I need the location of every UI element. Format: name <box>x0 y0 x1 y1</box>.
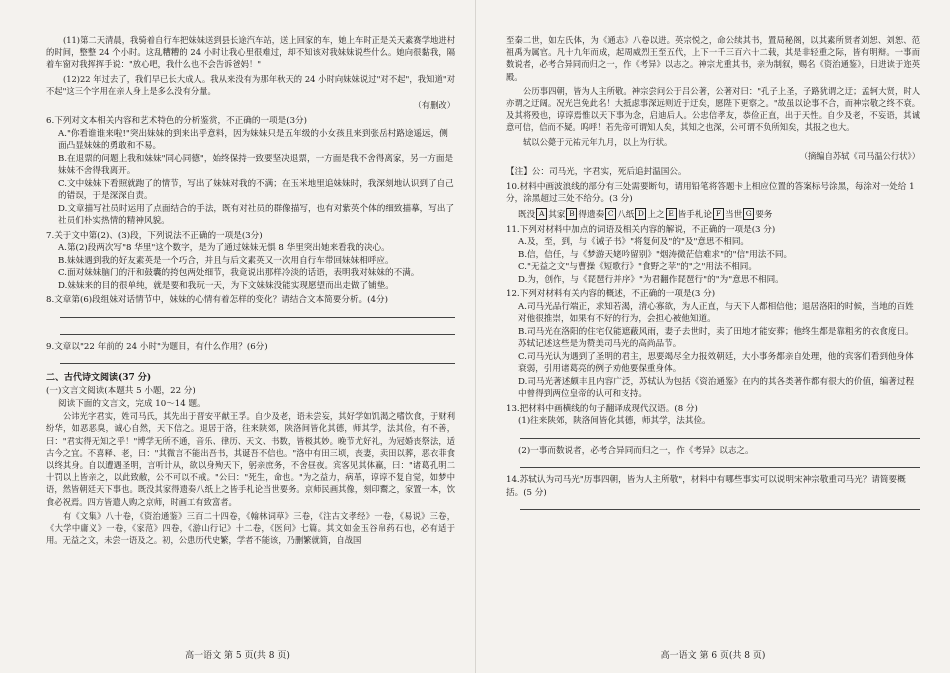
question-10 <box>506 181 920 222</box>
q10-mark-box[interactable]: C <box>605 208 616 220</box>
q11-option-c: C."无益之文"与曹操《短歌行》"食野之苹"的"之"用法不相同。 <box>518 262 757 273</box>
q6-option-c: C.文中妹妹下看照就跑了的情节，写出了妹妹对我的不满；在玉米地里追妹妹时，我深刻地认识到了自己的错误，于是深深自责。 <box>58 178 454 202</box>
classical-para-2: 有《文集》八十卷，《资治通鉴》三百二十四卷，《翰林词草》三卷，《注古文孝经》一卷，《易说》三卷，《大学中庸义》一卷，《家范》四卷，《游山行记》十二卷，《医问》七篇。其文如金玉谷帛药石也，必有适于用。无益之文，未尝一语及之。初，公患历代史繁，学者不能该，乃删繁就简，自战国 <box>46 510 455 546</box>
q10-mark-box[interactable]: A <box>536 208 547 220</box>
q9-stem: 9.文章以"22 年前的 24 小时"为题目，有什么作用？(6分) <box>46 341 268 352</box>
q6-option-d: D.文章描写社员时运用了点面结合的手法，既有对社员的群像描写，也有对紫英个体的细致描摹，写出了社员们朴实热情的精神风貌。 <box>58 203 455 227</box>
page-6 <box>476 0 950 673</box>
q12-option-d: D.司马光著述颇丰且内容广泛，苏轼认为包括《资治通鉴》在内的其各类著作都有很大的价值，编著过程中曾得到两位皇帝的认可和支持。 <box>518 376 915 400</box>
q6-option-b: B.在退票的问题上我和妹妹"同心同德"，始终保持一致要坚决退票，一方面是我不舍得离家，另一方面是妹妹不舍得我离开。 <box>58 153 454 177</box>
q12-option-a: A.司马光品行端正，求知若渴，清心寡欲，为人正直，与天下人都相信他；退居洛阳的时候，当地的百姓对他很推崇，如果有不好的行为，会担心被他知道。 <box>518 301 914 325</box>
reading-source: （有删改） <box>413 100 455 111</box>
q10-stem: 10.材料中画波浪线的部分有三处需要断句，请用铅笔将答题卡上相应位置的答案标号涂黑，每涂对一处给 1 分，涂黑超过三处不给分。(3 分) <box>506 181 915 205</box>
answer-line[interactable] <box>60 353 455 364</box>
q7-option-a: A.第(2)段两次写"8 华里"这个数字，是为了通过妹妹无惧 8 华里突出她来看我的决心。 <box>58 243 390 254</box>
q13-stem: 13.把材料中画横线的句子翻译成现代汉语。(8 分) <box>506 403 698 414</box>
q10-segment-text: 既没 <box>518 209 536 220</box>
question-6 <box>46 115 455 228</box>
answer-line[interactable] <box>520 499 920 510</box>
instruction: 阅读下面的文言文，完成 10～14 题。 <box>58 399 206 410</box>
subsection-heading: (一)文言文阅读(本题共 5 小题，22 分) <box>46 386 196 397</box>
q11-option-d: D.为，创作，与《琵琶行并序》"为君翻作琵琶行"的"为"意思不相同。 <box>518 274 784 285</box>
q10-segment-text: 当世 <box>725 209 743 220</box>
classical-source: （摘编自苏轼《司马温公行状》） <box>799 150 920 161</box>
q12-stem: 12.下列对材料有关内容的概述，不正确的一项是(3 分) <box>506 289 716 300</box>
question-13 <box>506 403 920 469</box>
classical-para-4: 公历事四朝，皆为人主所敬。神宗尝问公于吕公著，公著对曰："孔子上圣，子路犹谓之迂；孟轲大贤，时人亦谓之迂阔。况光岂免此名！大抵虑事深远则近于迂矣，愿陛下更察之。"故虽以论事不合，而神宗敬之终不衰。及其将殁也，谆谆焉惟以天下事为念，启迪后人。公忠信孝友，恭俭正直，出于天性。自少及老，不妄语，其诚意可信，信而不疑。呜呼！若先帝可谓知人矣，其知之也深，公可谓不负所知矣，其报之也大。 <box>506 85 920 133</box>
classical-note: 【注】公：司马光，字君实，死后追封温国公。 <box>506 167 687 178</box>
classical-para-1: 公讳光字君实，姓司马氏，其先出于晋安平献王孚。自少及老，语未尝妄，其好学如饥渴之嗜饮食，于财利纷华，如恶恶臭，诚心自然，天下信之。退居于洛，往来陕郊，陕洛间皆化其德，师其学，法其俭，有不善，曰："君实得无知之乎！"博学无所不通，音乐、律历、天文、书数，皆极其妙。晚节尤好礼，为冠婚丧祭法，适古今之宜。不喜释、老，曰："其微言不能出吾书，其诞吾不信也。"洛中有田三顷，丧妻，卖田以葬，恶衣菲食以终其身。自以遭遇圣明，言听计从，欲以身殉天下，躬亲庶务，不舍昼夜。宾客见其体羸，曰："诸葛孔明二十罚以上皆亲之，以此致敝，公不可以不戒。"公曰："死生，命也。"为之益力，病革，谆谆不复自觉，如梦中语，然皆朝廷天下事也。既没其家得遗奏八纸上之皆手札论当世要务。京师民画其像，刻印鬻之，家置一本，饮食必祝焉。四方皆遣人购之京师，时画工有致富者。 <box>46 411 455 507</box>
question-7 <box>46 230 455 293</box>
reading-para-11: (11)第二天清晨，我骑着自行车把妹妹送到县长途汽车站，送上回家的车，她上车时正是关天素赛学地进村的时间，整整 24 个小时。这乱糟糟的 24 小时让我心里很难过，却不知该对我妹妹说些什么。她向很黏我，隔着车窗对我挥挥手说："放心吧，我什么也不会告诉爸妈！" <box>46 35 455 70</box>
q10-mark-box[interactable]: D <box>635 208 646 220</box>
q10-segment-row <box>518 208 920 222</box>
q11-stem: 11.下列对材料中加点的词语及相关内容的解说，不正确的一项是(3 分) <box>506 224 776 235</box>
q10-mark-box[interactable]: G <box>743 208 754 220</box>
q10-mark-box[interactable]: B <box>566 208 577 220</box>
q10-segment-text: 上之 <box>647 209 665 220</box>
section-heading: 二、古代诗文阅读(37 分) <box>46 373 152 384</box>
q10-segment-text: 得遗奏 <box>578 209 605 220</box>
classical-para-3: 至秦二世，如左氏体，为《通志》八卷以进。英宗悦之，命公续其书，置局秘阁，以其素所贤者刘恕、刘恕、范祖禹为属官。凡十九年而成，起周威烈王至五代，上下一千三百六十二载，其是非轻重之际，皆有明辩。一事而数说者，必考合异同而归之一，作《考异》以志之。神宗尤重其书，亲为制叙，赐名《资治通鉴》，日进读于迩英殿。 <box>506 35 920 82</box>
q11-option-a: A.及，至，到，与《诫子书》"将复何及"的"及"意思不相同。 <box>518 237 750 248</box>
question-12 <box>506 288 920 401</box>
q7-option-d: D.妹妹来的目的很单纯，就是要和我玩一天，为下文妹妹没能实现愿望而出走做了铺垫。 <box>58 280 394 291</box>
q8-stem: 8.文章第(6)段组妹对话情节中，妹妹的心情有着怎样的变化？请结合文本简要分析。(4分) <box>46 295 388 306</box>
q13-sentence-1: (1)往来陕郊，陕洛间皆化其德，师其学，法其俭。 <box>518 416 711 427</box>
classical-para-5: 轼以公薨于元祐元年九月，以上为行状。 <box>523 136 673 147</box>
page-footer: 高一语文 第 6 页(共 8 页) <box>660 651 766 661</box>
answer-line[interactable] <box>520 428 920 439</box>
q13-sentence-2: (2)一事而数说者，必考合异同而归之一，作《考异》以志之。 <box>518 445 754 456</box>
q10-mark-box[interactable]: E <box>666 208 677 220</box>
q7-option-b: B.妹妹遇到我的好友素英是一个巧合，并且与后文素英又一次用自行车带回妹妹相呼应。 <box>58 255 394 266</box>
q14-stem: 14.苏轼认为司马光"历事四朝，皆为人主所敬"，材料中有哪些事实可以说明宋神宗敬重司马光？请简要概括。(5 分) <box>506 475 906 498</box>
q12-option-c: C.司马光认为遇到了圣明的君主，思要竭尽全力报效朝廷，大小事务都亲自处理，他的宾客们看到他身体衰弱，引用诸葛亮的例子劝他要保重身体。 <box>518 351 914 375</box>
q10-mark-box[interactable]: F <box>713 208 724 220</box>
answer-line[interactable] <box>60 307 455 318</box>
q7-stem: 7.关于文中第(2)、(3)段，下列说法不正确的一项是(3分) <box>46 230 263 241</box>
q10-segment-text: 八纸 <box>617 209 635 220</box>
q12-option-b: B.司马光在洛阳的住宅仅能遮蔽风雨，妻子去世时，卖了田地才能安葬；他终生都是靠粗劣的衣食度日。苏轼记述这些是为赞美司马光的高尚品节。 <box>518 326 914 350</box>
answer-line[interactable] <box>60 324 455 335</box>
q6-option-a: A."你看谁谁来啦!"突出妹妹的到来出乎意料，因为妹妹只是五年级的小女孩且来到张岳村路途遥远，侧面凸显妹妹的勇敢和不易。 <box>58 128 448 152</box>
question-11 <box>506 224 920 287</box>
page-footer: 高一语文 第 5 页(共 8 页) <box>185 651 290 661</box>
q7-option-c: C.面对妹妹脑门的汗和鼓囊的挎包两处细节，我竟说出那样冷淡的话语，表明我对妹妹的不满。 <box>58 268 420 279</box>
q10-segment-text: 其家 <box>548 209 566 220</box>
q10-segment-text: 皆手札论 <box>677 209 712 220</box>
answer-line[interactable] <box>520 457 920 468</box>
q11-option-b: B.信，信任，与《梦游天姥吟留别》"烟涛微茫信难求"的"信"用法不同。 <box>518 249 793 260</box>
q6-stem: 6.下列对文本相关内容和艺术特色的分析鉴赏，不正确的一项是(3分) <box>46 116 307 127</box>
reading-para-12: (12)22 年过去了，我们早已长大成人。我从来没有为那年秋天的 24 小时向妹妹说过"对不起"，我知道"对不起"这三个字用在亲人身上是多么没有分量。 <box>46 73 455 96</box>
q10-segment-text: 要务 <box>755 209 773 220</box>
